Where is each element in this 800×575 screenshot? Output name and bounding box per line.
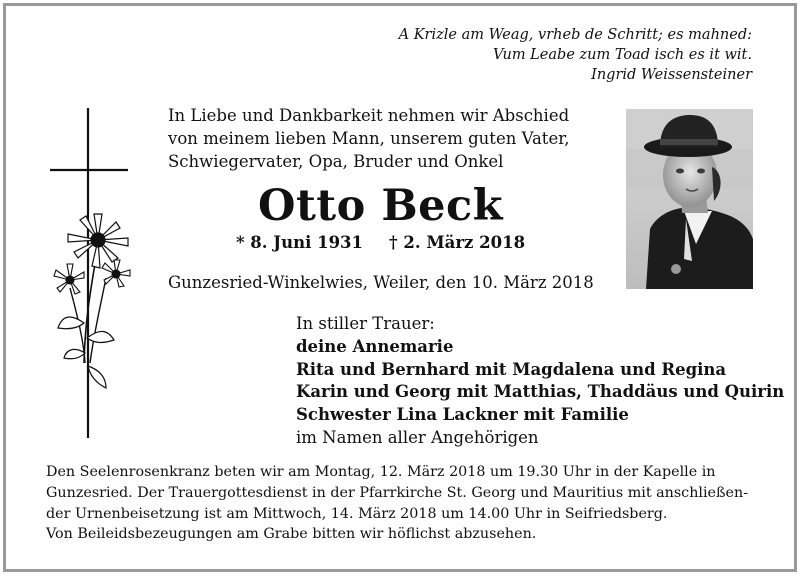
death-date: † 2. März 2018	[389, 233, 526, 252]
footer-line-2: Gunzesried. Der Trauergottesdienst in der Pfarrkirche St. Georg und Mauritius mit anschließen-	[46, 484, 749, 501]
life-dates	[168, 232, 593, 254]
intro-line-3: Schwiegervater, Opa, Bruder und Onkel	[168, 152, 504, 171]
quote-author: Ingrid Weissensteiner	[591, 67, 752, 83]
quote-line-1: A Krizle am Weag, vrheb de Schritt; es mahned:	[398, 27, 752, 43]
mourners-heading: In stiller Trauer:	[296, 314, 435, 333]
mourners-closing: im Namen aller Angehörigen	[296, 427, 539, 447]
intro-text	[168, 104, 593, 173]
mourners-list	[296, 313, 785, 450]
footer-line-1: Den Seelenrosenkranz beten wir am Montag, 12. März 2018 um 19.30 Uhr in der Kapelle in	[46, 464, 716, 480]
mourner-line: Karin und Georg mit Matthias, Thaddäus und Quirin	[296, 382, 785, 402]
birth-date: * 8. Juni 1931	[235, 233, 364, 252]
mourner-line: deine Annemarie	[296, 336, 454, 356]
mourner-line: Schwester Lina Lackner mit Familie	[296, 405, 629, 425]
intro-line-2: von meinem lieben Mann, unserem guten Vater,	[168, 129, 570, 148]
quote-line-2: Vum Leabe zum Toad isch es it wit.	[492, 47, 752, 63]
cross-with-edelweiss-icon	[40, 108, 140, 438]
footer-line-4: Von Beileidsbezeugungen am Grabe bitten wir höflichst abzusehen.	[46, 526, 537, 543]
footer-line-3: der Urnenbeisetzung ist am Mittwoch, 14. März 2018 um 14.00 Uhr in Seifriedsberg.	[46, 505, 668, 522]
intro-line-1: In Liebe und Dankbarkeit nehmen wir Abschied	[168, 106, 570, 125]
mourner-line: Rita und Bernhard mit Magdalena und Regina	[296, 359, 727, 379]
place-and-date: Gunzesried-Winkelwies, Weiler, den 10. März 2018	[168, 273, 594, 292]
portrait-photo	[626, 109, 753, 289]
epigraph-quote	[380, 25, 752, 85]
deceased-name: Otto Beck	[257, 181, 503, 231]
service-details	[46, 462, 756, 545]
